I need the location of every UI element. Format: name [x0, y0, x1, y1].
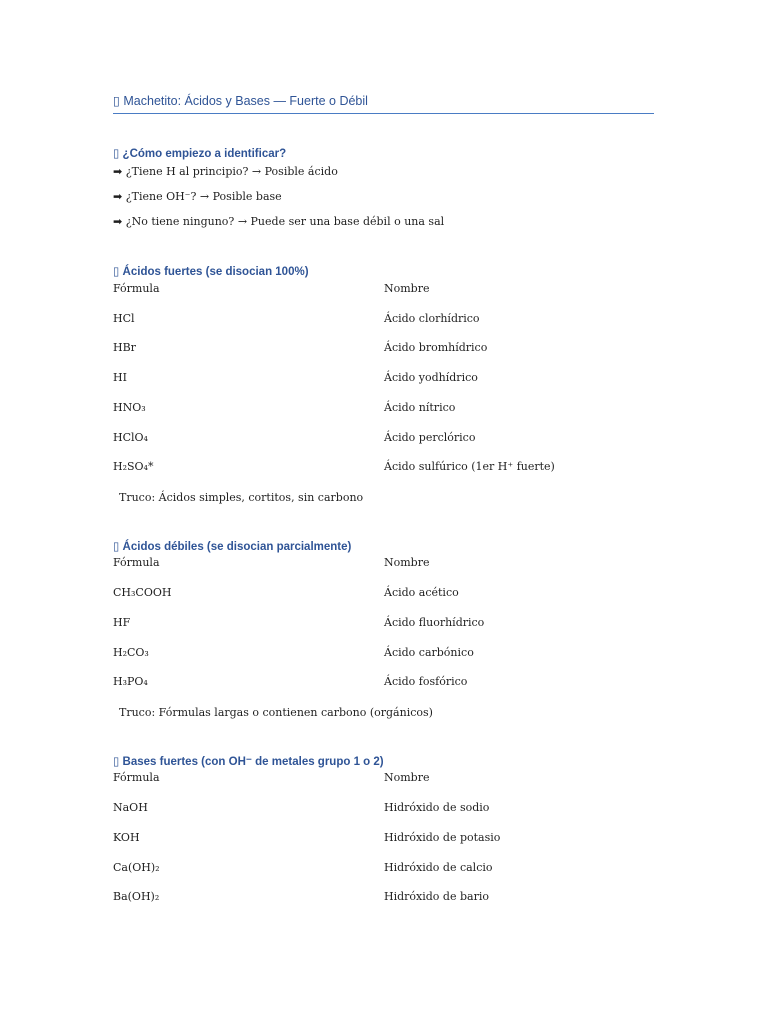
formula-cell: Ba(OH)₂ — [113, 890, 160, 903]
identify-line — [113, 215, 444, 228]
formula-cell: HI — [113, 371, 127, 384]
arrow-icon: ➡ — [113, 190, 123, 203]
formula-cell: NaOH — [113, 801, 148, 814]
column-header-name: Nombre — [384, 282, 430, 295]
name-cell: Ácido clorhídrico — [384, 312, 480, 325]
column-header-formula: Fórmula — [113, 556, 160, 569]
formula-cell: KOH — [113, 831, 140, 844]
name-cell: Ácido acético — [384, 586, 459, 599]
formula-cell: CH₃COOH — [113, 586, 172, 599]
identify-line-text: ¿Tiene OH⁻? → Posible base — [125, 190, 282, 203]
column-header-name: Nombre — [384, 556, 430, 569]
identify-line — [113, 190, 282, 203]
arrow-icon: ➡ — [113, 215, 123, 228]
name-cell: Ácido carbónico — [384, 646, 474, 659]
formula-cell: HNO₃ — [113, 401, 146, 414]
name-cell: Hidróxido de sodio — [384, 801, 490, 814]
name-cell: Ácido perclórico — [384, 431, 476, 444]
weak-acids-heading-text: Ácidos débiles (se disocian parcialmente) — [122, 541, 352, 553]
strong-acids-tip: Truco: Ácidos simples, cortitos, sin carbono — [119, 491, 364, 504]
identify-line-text: ¿Tiene H al principio? → Posible ácido — [125, 165, 338, 178]
column-header-name: Nombre — [384, 771, 430, 784]
name-cell: Hidróxido de bario — [384, 890, 489, 903]
formula-cell: HCl — [113, 312, 135, 325]
column-header-formula: Fórmula — [113, 282, 160, 295]
formula-cell: HClO₄ — [113, 431, 148, 444]
column-header-formula: Fórmula — [113, 771, 160, 784]
arrow-icon: ➡ — [113, 165, 123, 178]
identify-heading — [113, 146, 286, 160]
name-cell: Ácido fluorhídrico — [384, 616, 485, 629]
name-cell: Ácido sulfúrico (1er H⁺ fuerte) — [384, 460, 555, 473]
missing-glyph-icon: ▯ — [113, 754, 120, 768]
name-cell: Ácido yodhídrico — [384, 371, 478, 384]
strong-acids-heading — [113, 264, 309, 278]
missing-glyph-icon: ▯ — [113, 93, 120, 108]
name-cell: Ácido fosfórico — [384, 675, 468, 688]
name-cell: Ácido nítrico — [384, 401, 456, 414]
formula-cell: H₂CO₃ — [113, 646, 149, 659]
page-title-text: Machetito: Ácidos y Bases — Fuerte o Débil — [123, 94, 368, 108]
weak-acids-tip: Truco: Fórmulas largas o contienen carbono (orgánicos) — [119, 706, 433, 719]
formula-cell: H₂SO₄* — [113, 460, 154, 473]
strong-bases-heading — [113, 754, 384, 768]
missing-glyph-icon: ▯ — [113, 539, 120, 553]
identify-line — [113, 165, 338, 178]
page-title — [113, 93, 654, 114]
missing-glyph-icon: ▯ — [113, 264, 120, 278]
formula-cell: Ca(OH)₂ — [113, 861, 160, 874]
formula-cell: HF — [113, 616, 131, 629]
name-cell: Ácido bromhídrico — [384, 341, 488, 354]
name-cell: Hidróxido de calcio — [384, 861, 493, 874]
formula-cell: HBr — [113, 341, 136, 354]
identify-line-text: ¿No tiene ninguno? → Puede ser una base débil o una sal — [125, 215, 445, 228]
missing-glyph-icon: ▯ — [113, 146, 120, 160]
strong-bases-heading-text: Bases fuertes (con OH⁻ de metales grupo 1 o 2) — [122, 756, 384, 768]
formula-cell: H₃PO₄ — [113, 675, 148, 688]
strong-acids-heading-text: Ácidos fuertes (se disocian 100%) — [122, 266, 309, 278]
identify-heading-text: ¿Cómo empiezo a identificar? — [122, 148, 287, 160]
name-cell: Hidróxido de potasio — [384, 831, 501, 844]
weak-acids-heading — [113, 539, 351, 553]
